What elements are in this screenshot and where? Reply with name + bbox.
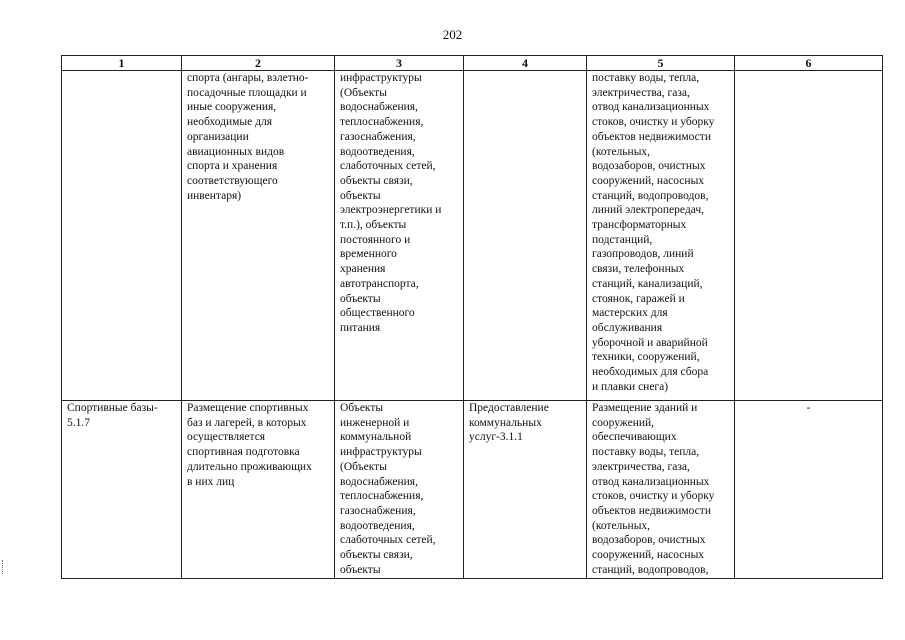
cell-text: инфраструктуры (Объекты водоснабжения, теплоснабжения, газоснабжения, водоотведения, слаботочных сетей, объекты связи, объекты электроэнергетики и т.п.), объекты постоянного и временного хранения автотранспорта, объекты общественного питания [340,72,442,334]
table-cell [587,401,735,579]
table-cell [735,71,883,401]
scan-edge-mark [2,560,6,574]
header-row [62,56,883,71]
column-header-6: 6 [735,56,883,71]
column-header-3: 3 [335,56,464,71]
table-cell [62,71,182,401]
page-number: 202 [442,27,463,42]
cell-text: - [806,402,811,414]
table-row [62,401,883,579]
zoning-table [61,55,883,579]
table-cell [62,401,182,579]
column-header-1: 1 [62,56,182,71]
cell-text: Размещение спортивных баз и лагерей, в которых осуществляется спортивная подготовка длительно проживающих в них лиц [187,402,312,488]
cell-text: Размещение зданий и сооружений, обеспечивающих поставку воды, тепла, электричества, газа, отвод канализационных стоков, очистку и уборку объектов недвижимости (котельных, водозаборов, очистных сооружений, насосных станций, водопроводов, [592,402,715,576]
table-cell [464,401,587,579]
cell-text: Объекты инженерной и коммунальной инфраструктуры (Объекты водоснабжения, теплоснабжения, газоснабжения, водоотведения, слаботочных сетей, объекты связи, объекты [340,402,436,576]
cell-text: Предоставление коммунальных услуг-3.1.1 [469,402,549,444]
table-cell [182,71,335,401]
column-header-2: 2 [182,56,335,71]
cell-text: Спортивные базы- 5.1.7 [67,402,158,429]
table-cell [335,401,464,579]
column-header-4: 4 [464,56,587,71]
table-cell [182,401,335,579]
table-cell [335,71,464,401]
cell-text: поставку воды, тепла, электричества, газа, отвод канализационных стоков, очистку и уборку объектов недвижимости (котельных, водозаборов, очистных сооружений, насосных станций, водопроводов, линий электропередач, трансформаторных подстанций, газопроводов, линий связи, телефонных станций, канализаций, стоянок, гаражей и мастерских для обслуживания уборочной и аварийной техники, сооружений, необходимых для сбора и плавки снега) [592,72,715,393]
column-header-5: 5 [587,56,735,71]
cell-text: спорта (ангары, взлетно- посадочные площадки и иные сооружения, необходимые для организации авиационных видов спорта и хранения соответствующего инвентаря) [187,72,309,202]
table-cell [464,71,587,401]
table-row [62,71,883,401]
table-cell [587,71,735,401]
table-cell [735,401,883,579]
